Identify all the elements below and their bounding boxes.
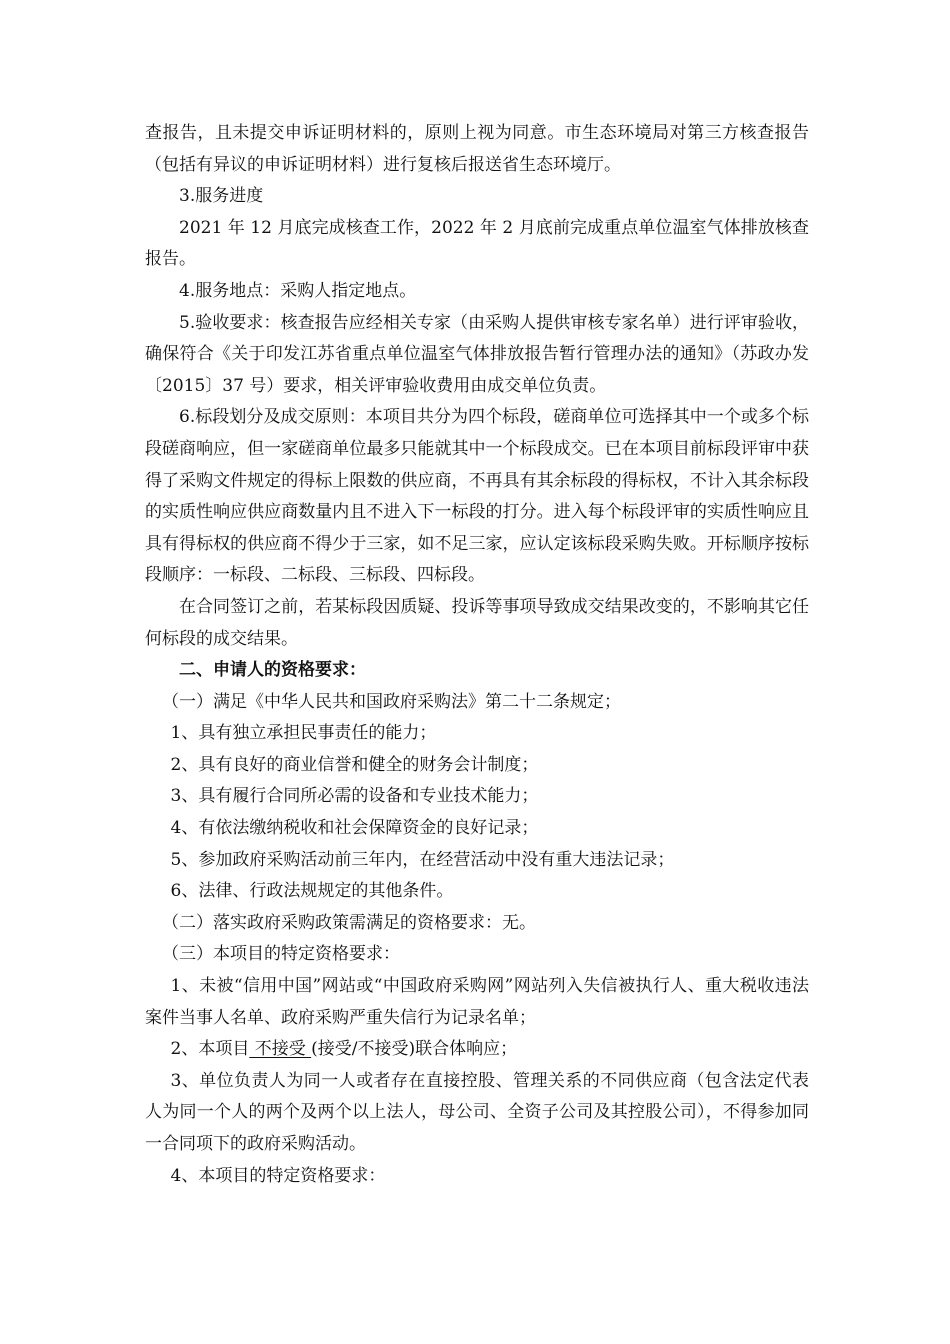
- subsection-1: （一）满足《中华人民共和国政府采购法》第二十二条规定；: [162, 691, 621, 712]
- list-item: 4、本项目的特定资格要求：: [170, 1165, 386, 1186]
- consortium-suffix: (接受/不接受)联合体响应；: [311, 1039, 518, 1060]
- paragraph-schedule: 2021 年 12 月底完成核查工作，2022 年 2 月底前完成重点单位温室气体排放核查报告。: [145, 217, 809, 270]
- consortium-value: 不接受: [249, 1039, 312, 1060]
- document-page: [145, 118, 809, 1192]
- paragraph-contract-signing: 在合同签订之前，若某标段因质疑、投诉等事项导致成交结果改变的，不影响其它任何标段的成交结果。: [145, 596, 809, 649]
- paragraph-service-location: 4.服务地点：采购人指定地点。: [179, 280, 417, 301]
- subsection-2: （二）落实政府采购政策需满足的资格要求：无。: [162, 912, 536, 933]
- paragraph-acceptance: 5.验收要求：核查报告应经相关专家（由采购人提供审核专家名单）进行评审验收，确保符合《关于印发江苏省重点单位温室气体排放报告暂行管理办法的通知》（苏政办发〔2015〕37 号）要求，相关评审验收费用由成交单位负责。: [145, 312, 809, 396]
- list-item: 3、具有履行合同所必需的设备和专业技术能力；: [170, 786, 539, 807]
- heading-service-schedule: 3.服务进度: [179, 186, 264, 207]
- paragraph-lot-division: 6.标段划分及成交原则：本项目共分为四个标段，磋商单位可选择其中一个或多个标段磋商响应，但一家磋商单位最多只能就其中一个标段成交。已在本项目前标段评审中获得了采购文件规定的得标上限数的供应商，不再具有其余标段的得标权，不计入其余标段的实质性响应供应商数量内且不进入下一标段的打分。进入每个标段评审的实质性响应且具有得标权的供应商不得少于三家，如不足三家，应认定该标段采购失败。开标顺序按标段顺序：一标段、二标段、三标段、四标段。: [145, 407, 809, 586]
- list-item: 6、法律、行政法规规定的其他条件。: [170, 881, 454, 902]
- consortium-prefix: 2、本项目: [170, 1039, 250, 1060]
- list-item: 3、单位负责人为同一人或者存在直接控股、管理关系的不同供应商（包含法定代表人为同一个人的两个及两个以上法人，母公司、全资子公司及其控股公司），不得参加同一合同项下的政府采购活动。: [145, 1070, 809, 1154]
- list-item: 5、参加政府采购活动前三年内，在经营活动中没有重大违法记录；: [170, 849, 675, 870]
- list-item: 1、具有独立承担民事责任的能力；: [170, 723, 437, 744]
- subsection-3: （三）本项目的特定资格要求：: [162, 944, 400, 965]
- paragraph-report-objection: 查报告，且未提交申诉证明材料的，原则上视为同意。市生态环境局对第三方核查报告（包括有异议的申诉证明材料）进行复核后报送省生态环境厅。: [145, 123, 809, 175]
- list-item: 1、未被“信用中国”网站或“中国政府采购网”网站列入失信被执行人、重大税收违法案件当事人名单、政府采购严重失信行为记录名单；: [145, 976, 809, 1028]
- list-item: 2、具有良好的商业信誉和健全的财务会计制度；: [170, 754, 539, 775]
- list-item-consortium: [145, 1034, 809, 1066]
- section-heading-qualifications: 二、申请人的资格要求：: [179, 660, 366, 681]
- list-item: 4、有依法缴纳税收和社会保障资金的良好记录；: [170, 818, 539, 839]
